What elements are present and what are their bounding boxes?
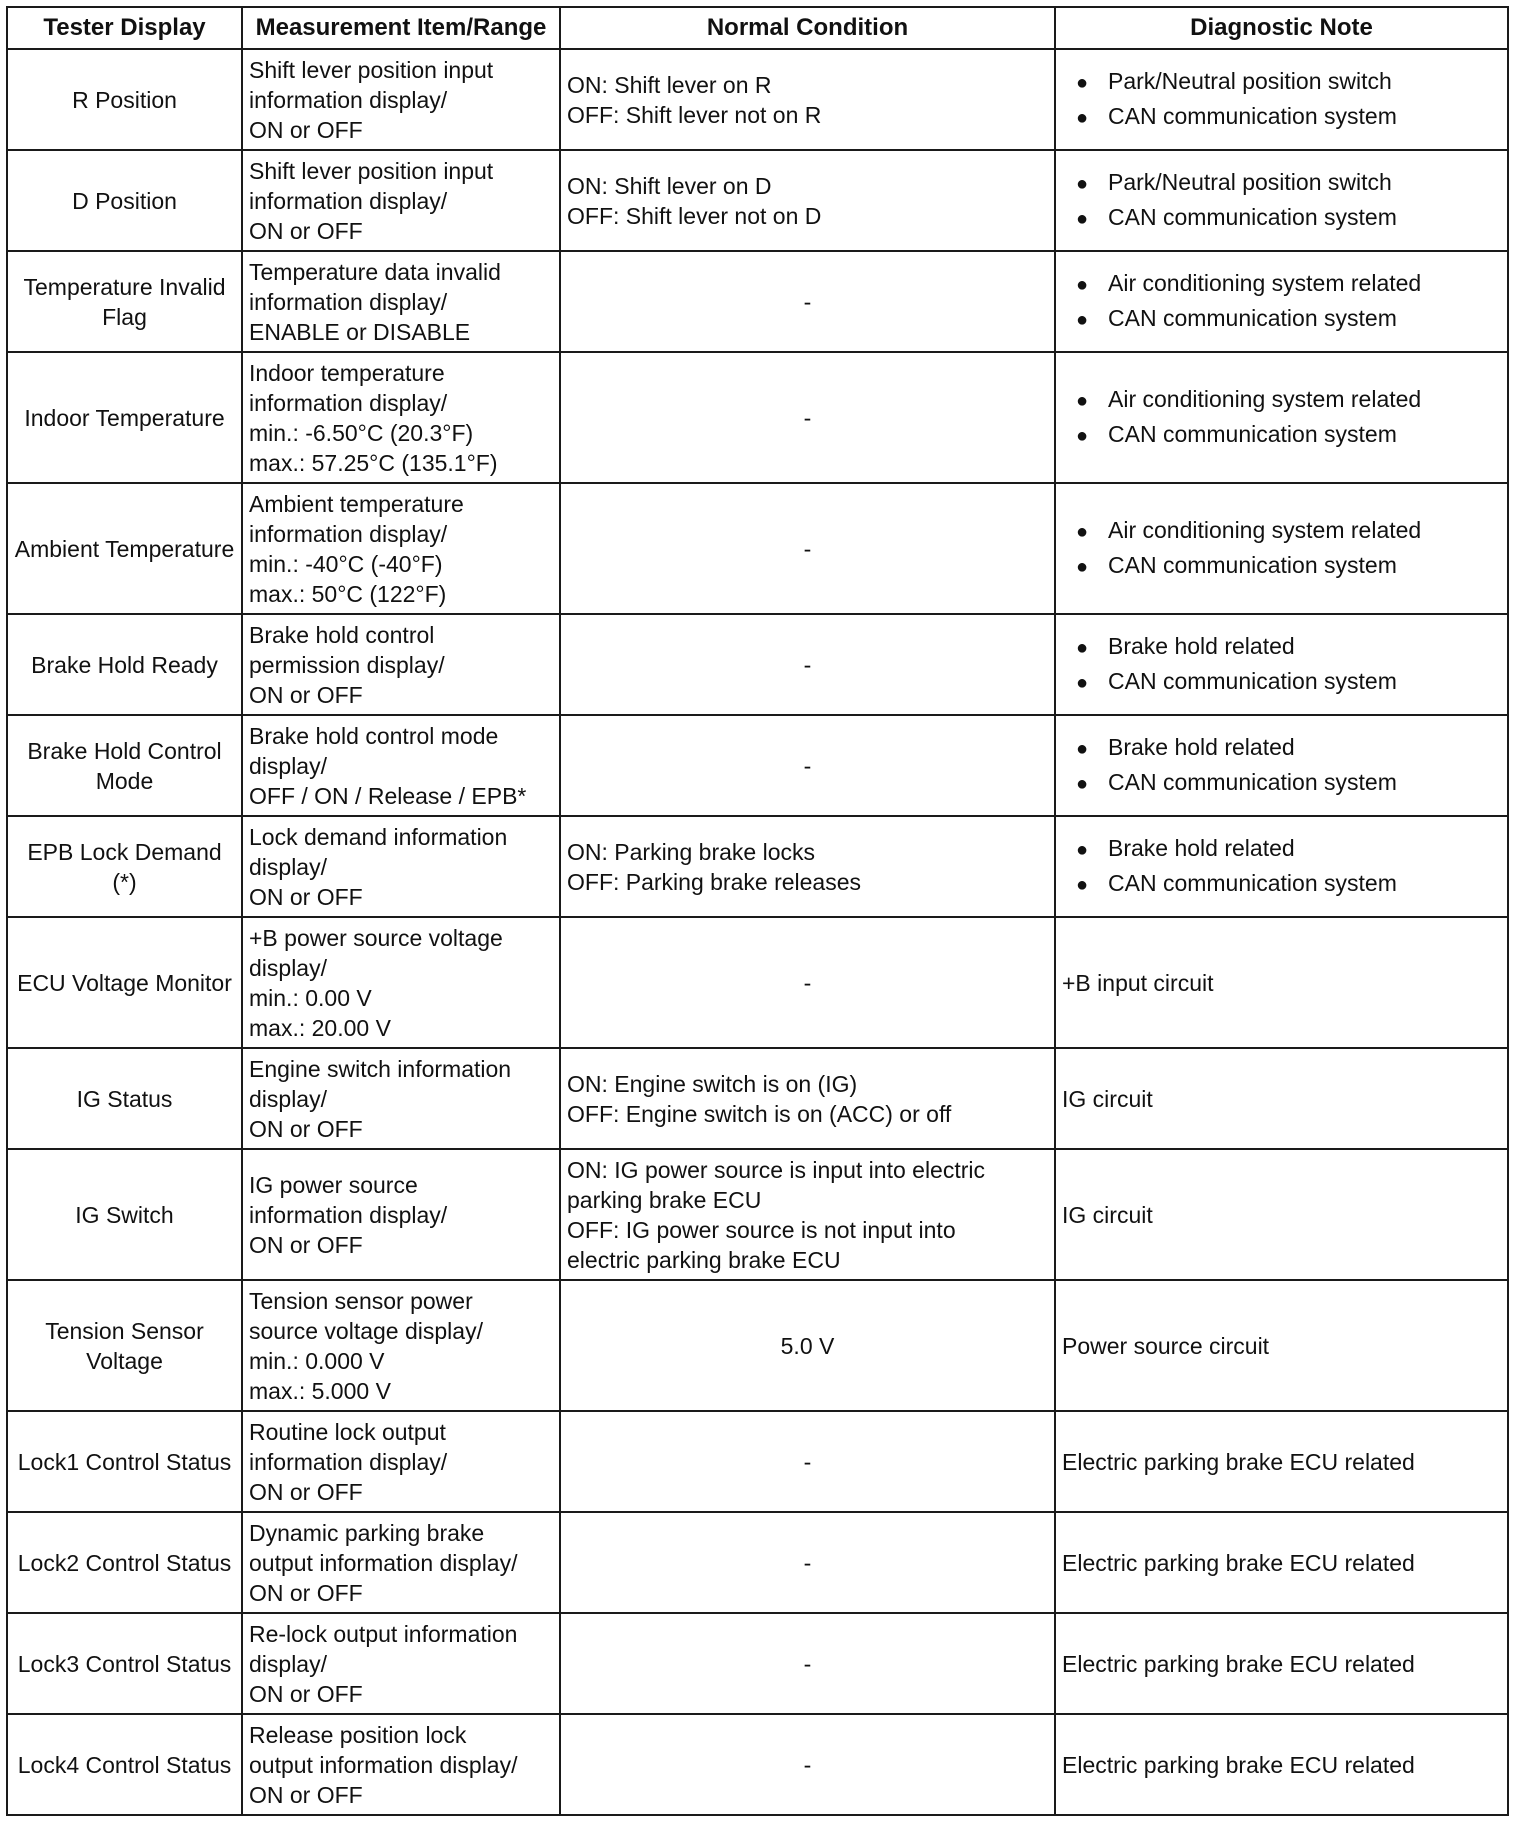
diagnostic-note-cell: [1055, 483, 1508, 614]
normal-condition-cell: ON: Engine switch is on (IG) OFF: Engine switch is on (ACC) or off: [560, 1048, 1055, 1149]
diagnostic-note-cell: Electric parking brake ECU related: [1055, 1714, 1508, 1815]
note-list-item: [1076, 166, 1501, 201]
note-text: Air conditioning system related: [1108, 385, 1422, 412]
tester-display-cell: EPB Lock Demand (*): [7, 816, 242, 917]
note-text: Air conditioning system related: [1108, 516, 1422, 543]
bullet-icon: ●: [1076, 737, 1089, 760]
note-text: CAN communication system: [1108, 768, 1397, 795]
note-text: CAN communication system: [1108, 667, 1397, 694]
table-row: [7, 614, 1508, 715]
tester-display-cell: Lock3 Control Status: [7, 1613, 242, 1714]
note-list-item: [1076, 418, 1501, 453]
table-row: [7, 352, 1508, 483]
measurement-cell: +B power source voltage display/ min.: 0.00 V max.: 20.00 V: [242, 917, 560, 1048]
tester-display-cell: Brake Hold Ready: [7, 614, 242, 715]
tester-display-cell: Indoor Temperature: [7, 352, 242, 483]
measurement-cell: Brake hold control mode display/ OFF / ON / Release / EPB*: [242, 715, 560, 816]
measurement-cell: IG power source information display/ ON or OFF: [242, 1149, 560, 1280]
tester-display-cell: Temperature Invalid Flag: [7, 251, 242, 352]
bullet-icon: ●: [1076, 520, 1089, 543]
table-row: [7, 715, 1508, 816]
note-text: Park/Neutral position switch: [1108, 168, 1392, 195]
header-row: [7, 7, 1508, 49]
data-list-sheet: [6, 6, 1509, 1816]
measurement-cell: Shift lever position input information display/ ON or OFF: [242, 150, 560, 251]
measurement-cell: Brake hold control permission display/ ON or OFF: [242, 614, 560, 715]
diagnostic-note-cell: IG circuit: [1055, 1048, 1508, 1149]
note-text: Brake hold related: [1108, 632, 1295, 659]
header-tester-display: Tester Display: [7, 7, 242, 49]
note-list-item: [1076, 731, 1501, 766]
tester-display-cell: Lock1 Control Status: [7, 1411, 242, 1512]
normal-condition-cell: -: [560, 352, 1055, 483]
note-list-item: [1076, 867, 1501, 902]
tester-display-cell: Lock4 Control Status: [7, 1714, 242, 1815]
header-diagnostic-note: Diagnostic Note: [1055, 7, 1508, 49]
normal-condition-cell: ON: Parking brake locks OFF: Parking brake releases: [560, 816, 1055, 917]
diagnostic-note-cell: [1055, 715, 1508, 816]
table-row: [7, 251, 1508, 352]
tester-display-cell: Tension Sensor Voltage: [7, 1280, 242, 1411]
data-list-table: [6, 6, 1509, 1816]
table-row: [7, 150, 1508, 251]
note-list-item: [1076, 549, 1501, 584]
bullet-icon: ●: [1076, 671, 1089, 694]
normal-condition-cell: -: [560, 1512, 1055, 1613]
note-list-item: [1076, 100, 1501, 135]
measurement-cell: Release position lock output information display/ ON or OFF: [242, 1714, 560, 1815]
note-text: CAN communication system: [1108, 551, 1397, 578]
table-row: [7, 1512, 1508, 1613]
table-row: [7, 49, 1508, 150]
normal-condition-cell: ON: IG power source is input into electric parking brake ECU OFF: IG power source is not input into electric parking brake ECU: [560, 1149, 1055, 1280]
diagnostic-note-cell: IG circuit: [1055, 1149, 1508, 1280]
measurement-cell: Engine switch information display/ ON or OFF: [242, 1048, 560, 1149]
note-list-item: [1076, 201, 1501, 236]
measurement-cell: Ambient temperature information display/ min.: -40°C (-40°F) max.: 50°C (122°F): [242, 483, 560, 614]
measurement-cell: Indoor temperature information display/ min.: -6.50°C (20.3°F) max.: 57.25°C (135.1°F): [242, 352, 560, 483]
measurement-cell: Tension sensor power source voltage display/ min.: 0.000 V max.: 5.000 V: [242, 1280, 560, 1411]
normal-condition-cell: -: [560, 1613, 1055, 1714]
diagnostic-note-cell: Electric parking brake ECU related: [1055, 1411, 1508, 1512]
normal-condition-cell: ON: Shift lever on D OFF: Shift lever not on D: [560, 150, 1055, 251]
note-list-item: [1076, 665, 1501, 700]
note-list-item: [1076, 267, 1501, 302]
note-list-item: [1076, 514, 1501, 549]
table-row: [7, 483, 1508, 614]
note-text: CAN communication system: [1108, 102, 1397, 129]
tester-display-cell: Ambient Temperature: [7, 483, 242, 614]
tester-display-cell: IG Status: [7, 1048, 242, 1149]
header-measurement-item: Measurement Item/Range: [242, 7, 560, 49]
normal-condition-cell: -: [560, 251, 1055, 352]
normal-condition-cell: -: [560, 917, 1055, 1048]
diagnostic-note-cell: Electric parking brake ECU related: [1055, 1512, 1508, 1613]
bullet-icon: ●: [1076, 106, 1089, 129]
bullet-icon: ●: [1076, 838, 1089, 861]
note-list-item: [1076, 65, 1501, 100]
normal-condition-cell: -: [560, 1714, 1055, 1815]
note-list-item: [1076, 832, 1501, 867]
bullet-icon: ●: [1076, 636, 1089, 659]
bullet-icon: ●: [1076, 555, 1089, 578]
tester-display-cell: Brake Hold Control Mode: [7, 715, 242, 816]
diagnostic-note-cell: [1055, 614, 1508, 715]
table-row: [7, 816, 1508, 917]
note-text: CAN communication system: [1108, 304, 1397, 331]
normal-condition-cell: -: [560, 1411, 1055, 1512]
note-text: Park/Neutral position switch: [1108, 67, 1392, 94]
diagnostic-note-cell: Electric parking brake ECU related: [1055, 1613, 1508, 1714]
note-list-item: [1076, 383, 1501, 418]
table-row: [7, 1280, 1508, 1411]
note-text: CAN communication system: [1108, 203, 1397, 230]
bullet-icon: ●: [1076, 308, 1089, 331]
note-text: Brake hold related: [1108, 834, 1295, 861]
bullet-icon: ●: [1076, 71, 1089, 94]
measurement-cell: Lock demand information display/ ON or OFF: [242, 816, 560, 917]
normal-condition-cell: -: [560, 715, 1055, 816]
bullet-icon: ●: [1076, 772, 1089, 795]
table-row: [7, 1613, 1508, 1714]
diagnostic-note-cell: [1055, 49, 1508, 150]
diagnostic-note-cell: Power source circuit: [1055, 1280, 1508, 1411]
tester-display-cell: ECU Voltage Monitor: [7, 917, 242, 1048]
measurement-cell: Temperature data invalid information display/ ENABLE or DISABLE: [242, 251, 560, 352]
bullet-icon: ●: [1076, 424, 1089, 447]
measurement-cell: Shift lever position input information display/ ON or OFF: [242, 49, 560, 150]
tester-display-cell: R Position: [7, 49, 242, 150]
bullet-icon: ●: [1076, 273, 1089, 296]
table-row: [7, 1149, 1508, 1280]
normal-condition-cell: -: [560, 614, 1055, 715]
note-text: CAN communication system: [1108, 420, 1397, 447]
bullet-icon: ●: [1076, 172, 1089, 195]
bullet-icon: ●: [1076, 207, 1089, 230]
note-list-item: [1076, 766, 1501, 801]
header-normal-condition: Normal Condition: [560, 7, 1055, 49]
diagnostic-note-cell: [1055, 251, 1508, 352]
table-row: [7, 917, 1508, 1048]
table-row: [7, 1411, 1508, 1512]
tester-display-cell: IG Switch: [7, 1149, 242, 1280]
normal-condition-cell: 5.0 V: [560, 1280, 1055, 1411]
note-text: CAN communication system: [1108, 869, 1397, 896]
diagnostic-note-cell: +B input circuit: [1055, 917, 1508, 1048]
diagnostic-note-cell: [1055, 816, 1508, 917]
table-row: [7, 1048, 1508, 1149]
measurement-cell: Routine lock output information display/ ON or OFF: [242, 1411, 560, 1512]
bullet-icon: ●: [1076, 389, 1089, 412]
measurement-cell: Re-lock output information display/ ON or OFF: [242, 1613, 560, 1714]
normal-condition-cell: -: [560, 483, 1055, 614]
table-row: [7, 1714, 1508, 1815]
note-text: Brake hold related: [1108, 733, 1295, 760]
note-text: Air conditioning system related: [1108, 269, 1422, 296]
tester-display-cell: Lock2 Control Status: [7, 1512, 242, 1613]
note-list-item: [1076, 630, 1501, 665]
bullet-icon: ●: [1076, 873, 1089, 896]
diagnostic-note-cell: [1055, 150, 1508, 251]
measurement-cell: Dynamic parking brake output information display/ ON or OFF: [242, 1512, 560, 1613]
tester-display-cell: D Position: [7, 150, 242, 251]
note-list-item: [1076, 302, 1501, 337]
diagnostic-note-cell: [1055, 352, 1508, 483]
normal-condition-cell: ON: Shift lever on R OFF: Shift lever not on R: [560, 49, 1055, 150]
